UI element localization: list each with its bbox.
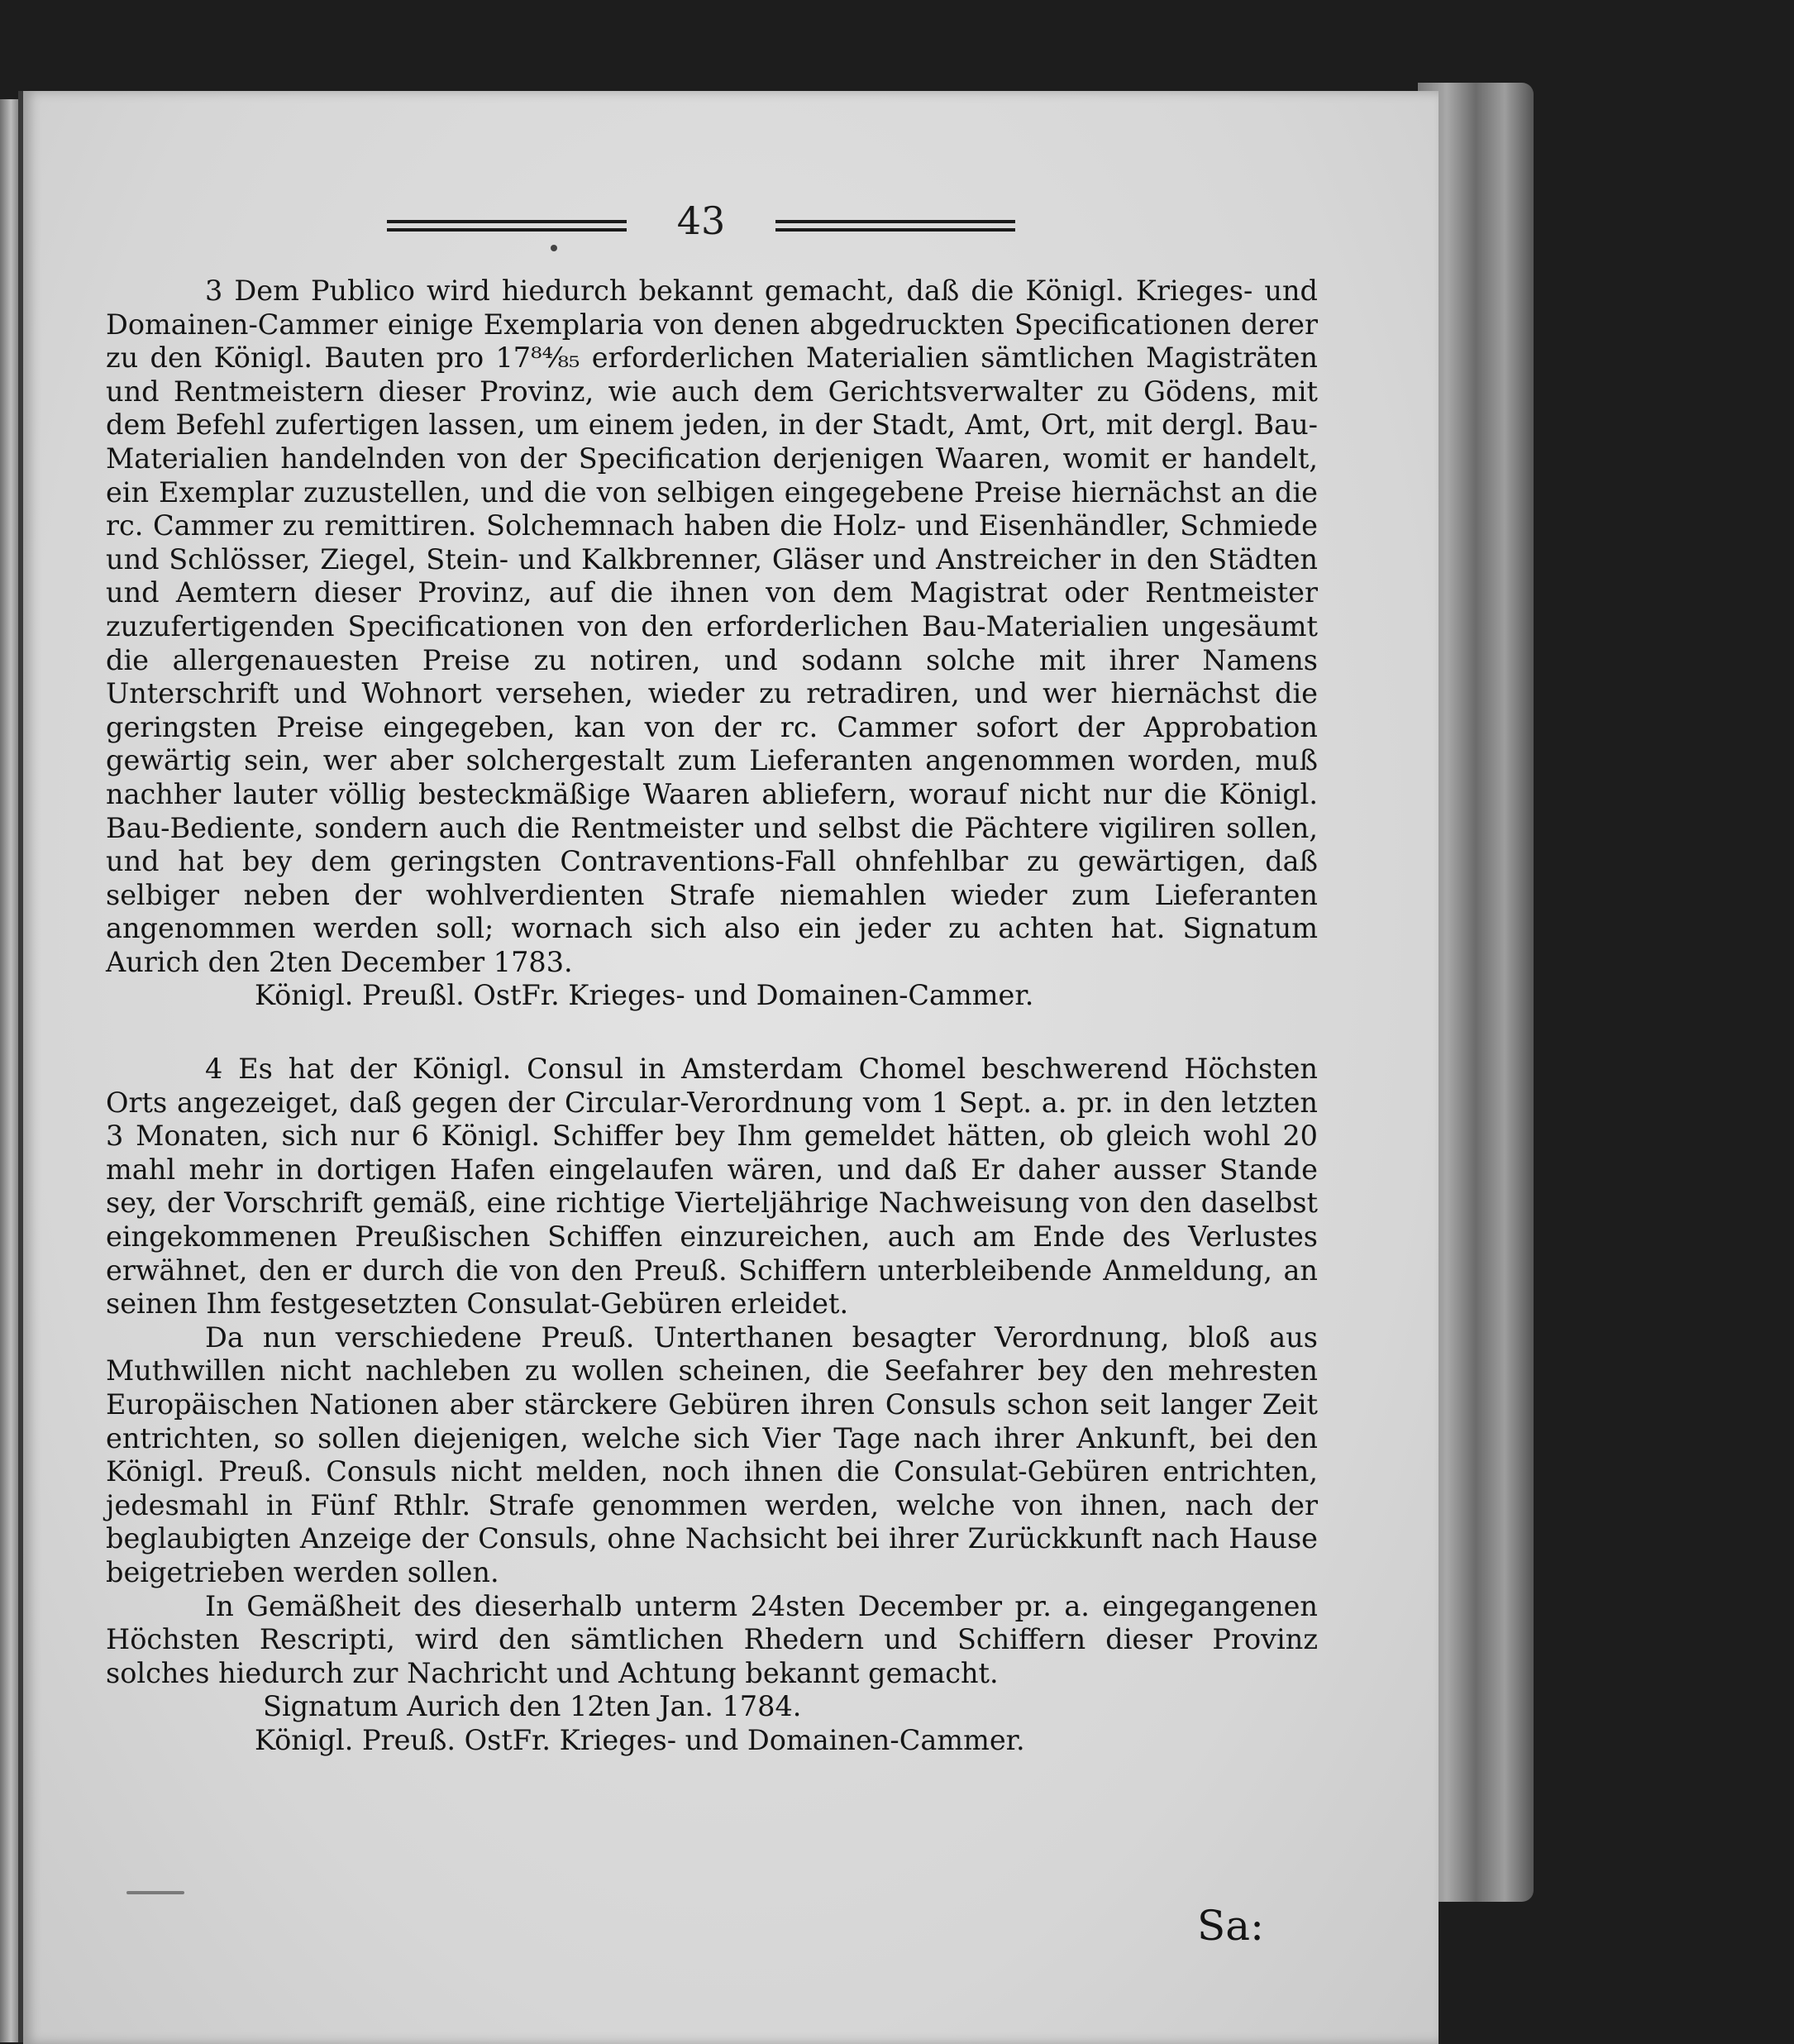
notice-3-signature: Königl. Preußl. OstFr. Krieges- und Domainen-Cammer. bbox=[255, 979, 1034, 1012]
section-gap bbox=[106, 1013, 1318, 1053]
left-page-edge bbox=[0, 99, 18, 2042]
ink-smudge bbox=[126, 1891, 184, 1894]
page-header bbox=[387, 198, 1015, 248]
page-number: 43 bbox=[676, 198, 726, 243]
catchword: Sa: bbox=[1197, 1902, 1264, 1950]
notice-4-paragraph-3: In Gemäßheit des dieserhalb unterm 24sten December pr. a. eingegangenen Höchsten Rescripti, wird den sämtlichen Rhedern und Schiffern dieser Provinz solches hiedurch zur Nachricht und Achtung bekannt gemacht. bbox=[106, 1589, 1318, 1689]
notice-4-signature: Königl. Preuß. OstFr. Krieges- und Domainen-Cammer. bbox=[255, 1723, 1025, 1756]
notice-4-paragraph-1: 4 Es hat der Königl. Consul in Amsterdam Chomel beschwerend Höchsten Orts angezeiget, daß gegen der Circular-Verordnung vom 1 Sept. a. pr. in den letzten 3 Monaten, sich nur 6 Königl. Schiffer bey Ihm gemeldet hätten, ob gleich wohl 20 mahl mehr in dortigen Hafen eingelaufen wären, und daß Er daher ausser Stande sey, der Vorschrift gemäß, eine richtige Vierteljährige Nachweisung von den daselbst eingekommenen Preußischen Schiffen einzureichen, auch am Ende des Verlustes erwähnet, den er durch die von den Preuß. Schiffern unterbleibende Anmeldung, an seinen Ihm festgesetzten Consulat-Gebüren erleidet. bbox=[106, 1053, 1318, 1320]
notice-3-text: 3 Dem Publico wird hiedurch bekannt gemacht, daß die Königl. Krieges- und Domainen-Cammer einige Exemplaria von denen abgedruckten Specificationen derer zu den Königl. Bauten pro 17⁸⁴⁄₈₅ erforderlichen Materialien sämtlichen Magisträten und Rentmeistern dieser Provinz, wie auch dem Gerichtsverwalter zu Gödens, mit dem Befehl zufertigen lassen, um einem jeden, in der Stadt, Amt, Ort, mit dergl. Bau-Materialien handelnden von der Specification derjenigen Waaren, womit er handelt, ein Exemplar zuzustellen, und die von selbigen eingegebene Preise hiernächst an die rc. Cammer zu remittiren. Solchemnach haben die Holz- und Eisenhändler, Schmiede und Schlösser, Ziegel, Stein- und Kalkbrenner, Gläser und Anstreicher in den Städten und Aemtern dieser Provinz, auf die ihnen von dem Magistrat oder Rentmeister zuzufertigenden Specificationen von den erforderlichen Bau-Materialien ungesäumt die allergenauesten Preise zu notiren, und sodann solche mit ihrer Namens Unterschrift und Wohnort versehen, wieder zu retradiren, und wer hiernächst die geringsten Preise eingegeben, kan von der rc. Cammer sofort der Approbation gewärtig sein, wer aber solchergestalt zum Lieferanten angenommen worden, muß nachher lauter völlig besteckmäßige Waaren abliefern, worauf nicht nur die Königl. Bau-Bediente, sondern auch die Rentmeister und selbst die Pächtere vigiliren sollen, und hat bey dem geringsten Contraventions-Fall ohnfehlbar zu gewärtigen, daß selbiger neben der wohlverdienten Strafe niemahlen wieder zum Lieferanten angenommen werden soll; wornach sich also ein jeder zu achten hat. Signatum Aurich den 2ten December 1783. bbox=[106, 275, 1318, 978]
book-page bbox=[23, 91, 1439, 2044]
page-body bbox=[106, 275, 1318, 1758]
notice-4-dateline: Signatum Aurich den 12ten Jan. 1784. bbox=[263, 1690, 802, 1723]
notice-4-paragraph-2: Da nun verschiedene Preuß. Unterthanen besagter Verordnung, bloß aus Muthwillen nicht nachleben zu wollen scheinen, die Seefahrer bey den mehresten Europäischen Nationen aber stärckere Gebüren ihren Consuls schon seit langer Zeit entrichten, so sollen diejenigen, welche sich Vier Tage nach ihrer Ankunft, bei den Königl. Preuß. Consuls nicht melden, noch ihnen die Consulat-Gebüren entrichten, jedesmahl in Fünf Rthlr. Strafe genommen werden, welche von ihnen, nach der beglaubigten Anzeige der Consuls, ohne Nachsicht bei ihrer Zurückkunft nach Hause beigetrieben werden sollen. bbox=[106, 1320, 1318, 1588]
header-rule-right bbox=[775, 220, 1015, 232]
